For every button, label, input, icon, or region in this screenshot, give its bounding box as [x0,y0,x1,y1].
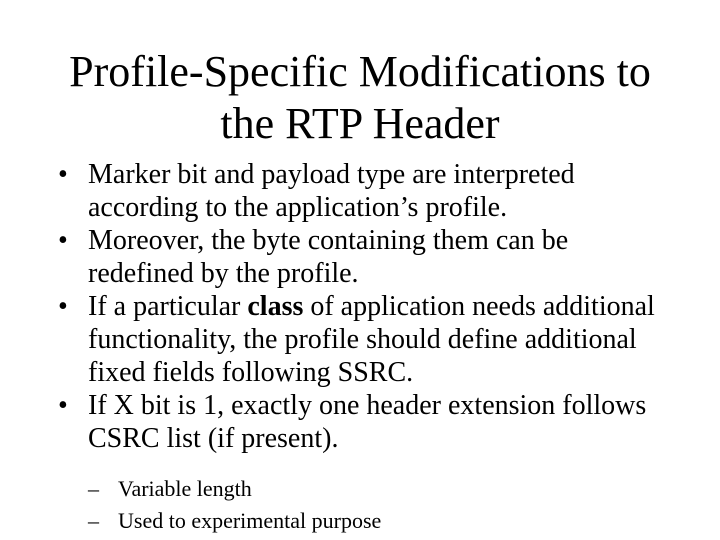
bullet-text-post: of application needs additional functionality, the profile should define additional fixed fields following SSRC. [88,291,655,388]
bullet-text-pre: If a particular [88,291,248,322]
bullet-marker: • [58,390,68,421]
sub-bullet-marker: – [88,476,99,501]
bullet-text: Moreover, the byte containing them can be redefined by the profile. [88,225,569,289]
bullet-text: If X bit is 1, exactly one header extension follows CSRC list (if present). [88,390,647,454]
bullet-item [58,389,678,455]
sub-bullet-text: Variable length [118,476,252,501]
slide-body [58,158,678,537]
bullet-text: Marker bit and payload type are interpreted according to the application’s profile. [88,159,575,223]
sub-bullet-text: Used to experimental purpose [118,508,382,533]
sub-bullet-item [88,473,678,505]
slide-title: Profile-Specific Modifications to the RTP Header [69,47,651,148]
bullet-item [58,224,678,290]
bullet-item [58,290,678,389]
sub-bullet-marker: – [88,508,99,533]
bullet-marker: • [58,159,68,190]
bullet-marker: • [58,225,68,256]
sub-bullet-item [88,505,678,537]
bullet-text-bold: class [247,291,304,322]
bullet-item [58,158,678,224]
sub-bullet-list [88,473,678,537]
bullet-marker: • [58,291,68,322]
